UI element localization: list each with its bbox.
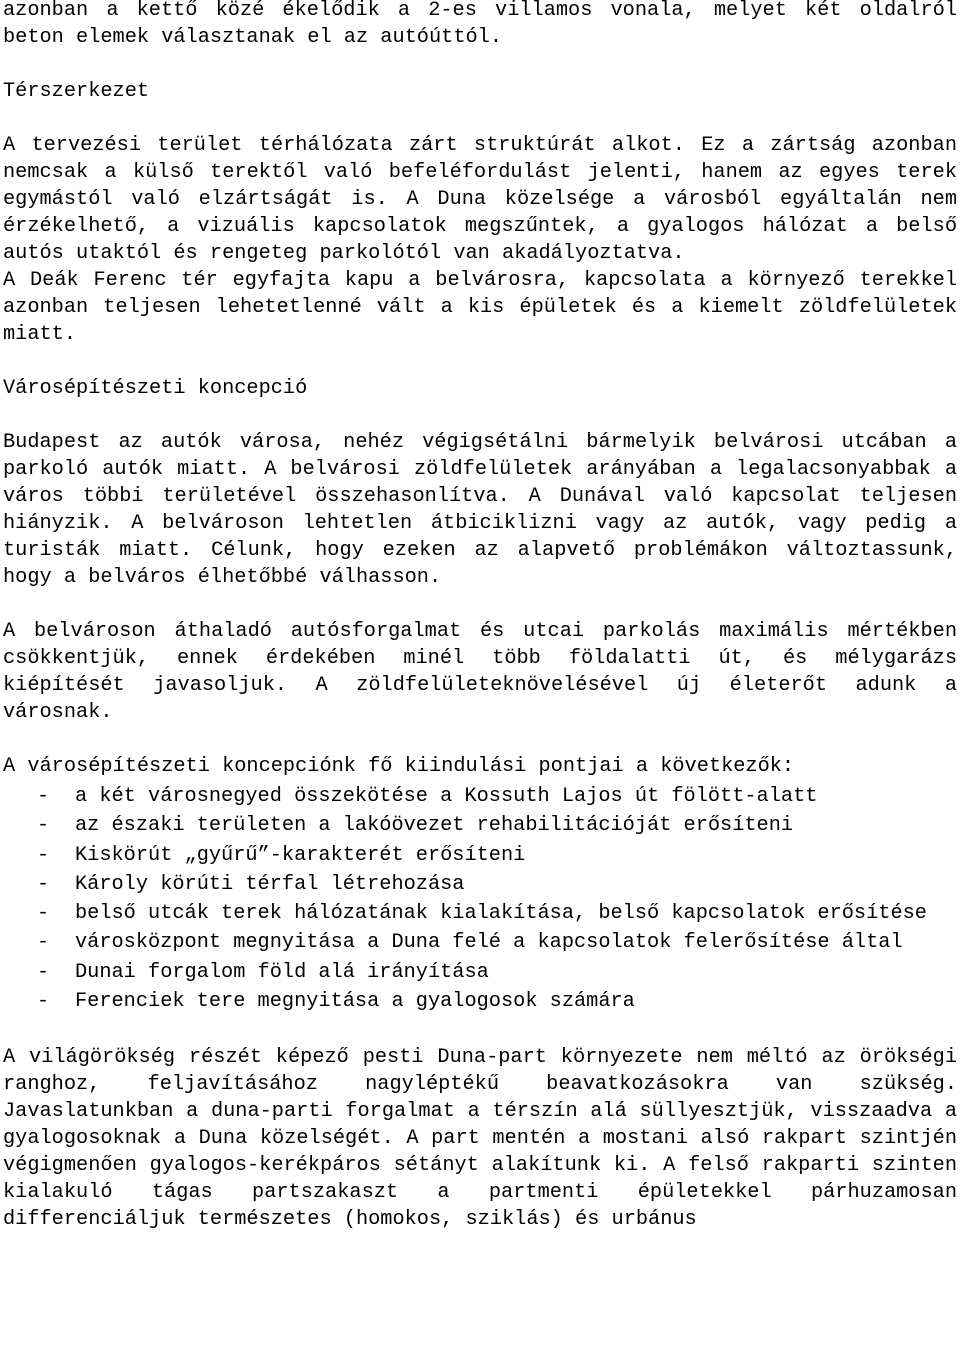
koncepcio-paragraph-2: A belvároson áthaladó autósforgalmat és utcai parkolás maximális mértékben csökkentjük, ennek érdekében minél több földalatti út, és mélygarázs kiépítését javasoljuk. A zöldfelületeknövelésével új életerőt adunk a városnak. xyxy=(3,620,957,724)
koncepcio-paragraph-1: Budapest az autók városa, nehéz végigsétálni bármelyik belvárosi utcában a parkoló autók miatt. A belvárosi zöldfelületek arányában a legalacsonyabbak a város többi területével összehasonlítva. A Dunával való kapcsolat teljesen hiányzik. A belvároson lehtetlen átbiciklizni vagy az autók, vagy pedig a turisták miatt. Célunk, hogy ezeken az alapvető problémákon változtassunk, hogy a belváros élhetőbbé válhasson. xyxy=(3,431,957,589)
list-item: - városközpont megnyitása a Duna felé a kapcsolatok felerősítése által xyxy=(37,931,903,955)
list-dash: - xyxy=(37,814,50,838)
list-dash: - xyxy=(37,902,50,926)
key-points-list xyxy=(3,783,957,1015)
final-paragraph: A világörökség részét képező pesti Duna-part környezete nem méltó az örökségi ranghoz, feljavításához nagyléptékű beavatkozásokra van szükség. Javaslatunkban a duna-parti forgalmat a térszín alá süllyesztjük, visszaadva a gyalogosoknak a Duna közelségét. A part mentén a mostani alsó rakpart szintjén végigmenően gyalogos-kerékpáros sétányt alakítunk ki. A felső rakparti szinten kialakuló tágas partszakaszt a partmenti épületekkel párhuzamosan differenciáljuk természetes (homokos, sziklás) és urbánus xyxy=(3,1046,957,1232)
list-dash: - xyxy=(37,872,50,896)
list-item: - Ferenciek tere megnyitása a gyalogosok számára xyxy=(37,990,635,1014)
list-item: - belső utcák terek hálózatának kialakítása, belső kapcsolatok erősítése xyxy=(37,902,927,926)
document-page xyxy=(3,0,957,1233)
list-dash: - xyxy=(37,785,50,808)
list-item: - a két városnegyed összekötése a Kossuth Lajos út fölött-alatt xyxy=(37,785,818,808)
section-heading-terszerkezet: Térszerkezet xyxy=(3,80,150,103)
list-item: - Károly körúti térfal létrehozása xyxy=(37,872,465,896)
terszerkezet-paragraph-1: A tervezési terület térhálózata zárt struktúrát alkot. Ez a zártság azonban nemcsak a külső terektől való befeléfordulást jelenti, hanem az egyes terek egymástól való elzártságát is. A Duna közelsége a városból egyáltalán nem érzékelhető, a vizuális kapcsolatok megszűntek, a gyalogos hálózat a belső autós utaktól és rengeteg parkolótól van akadályoztatva. xyxy=(3,134,957,265)
list-dash: - xyxy=(37,990,50,1014)
intro-paragraph: azonban a kettő közé ékelődik a 2-es villamos vonala, melyet két oldalról beton elemek választanak el az autóúttól. xyxy=(3,0,957,49)
terszerkezet-paragraph-2: A Deák Ferenc tér egyfajta kapu a belvárosra, kapcsolata a környező terekkel azonban teljesen lehetetlenné vált a kis épületek és a kiemelt zöldfelületek miatt. xyxy=(3,269,957,346)
list-item: - Kiskörút „gyűrű”-karakterét erősíteni xyxy=(37,843,526,867)
list-intro: A városépítészeti koncepciónk fő kiindulási pontjai a következők: xyxy=(3,755,795,778)
section-heading-koncepcio: Városépítészeti koncepció xyxy=(3,377,308,400)
list-item: - az északi területen a lakóövezet rehabilitációját erősíteni xyxy=(37,814,794,838)
list-item: - Dunai forgalom föld alá irányítása xyxy=(37,960,489,984)
list-dash: - xyxy=(37,931,50,955)
list-dash: - xyxy=(37,843,50,867)
list-dash: - xyxy=(37,960,50,984)
